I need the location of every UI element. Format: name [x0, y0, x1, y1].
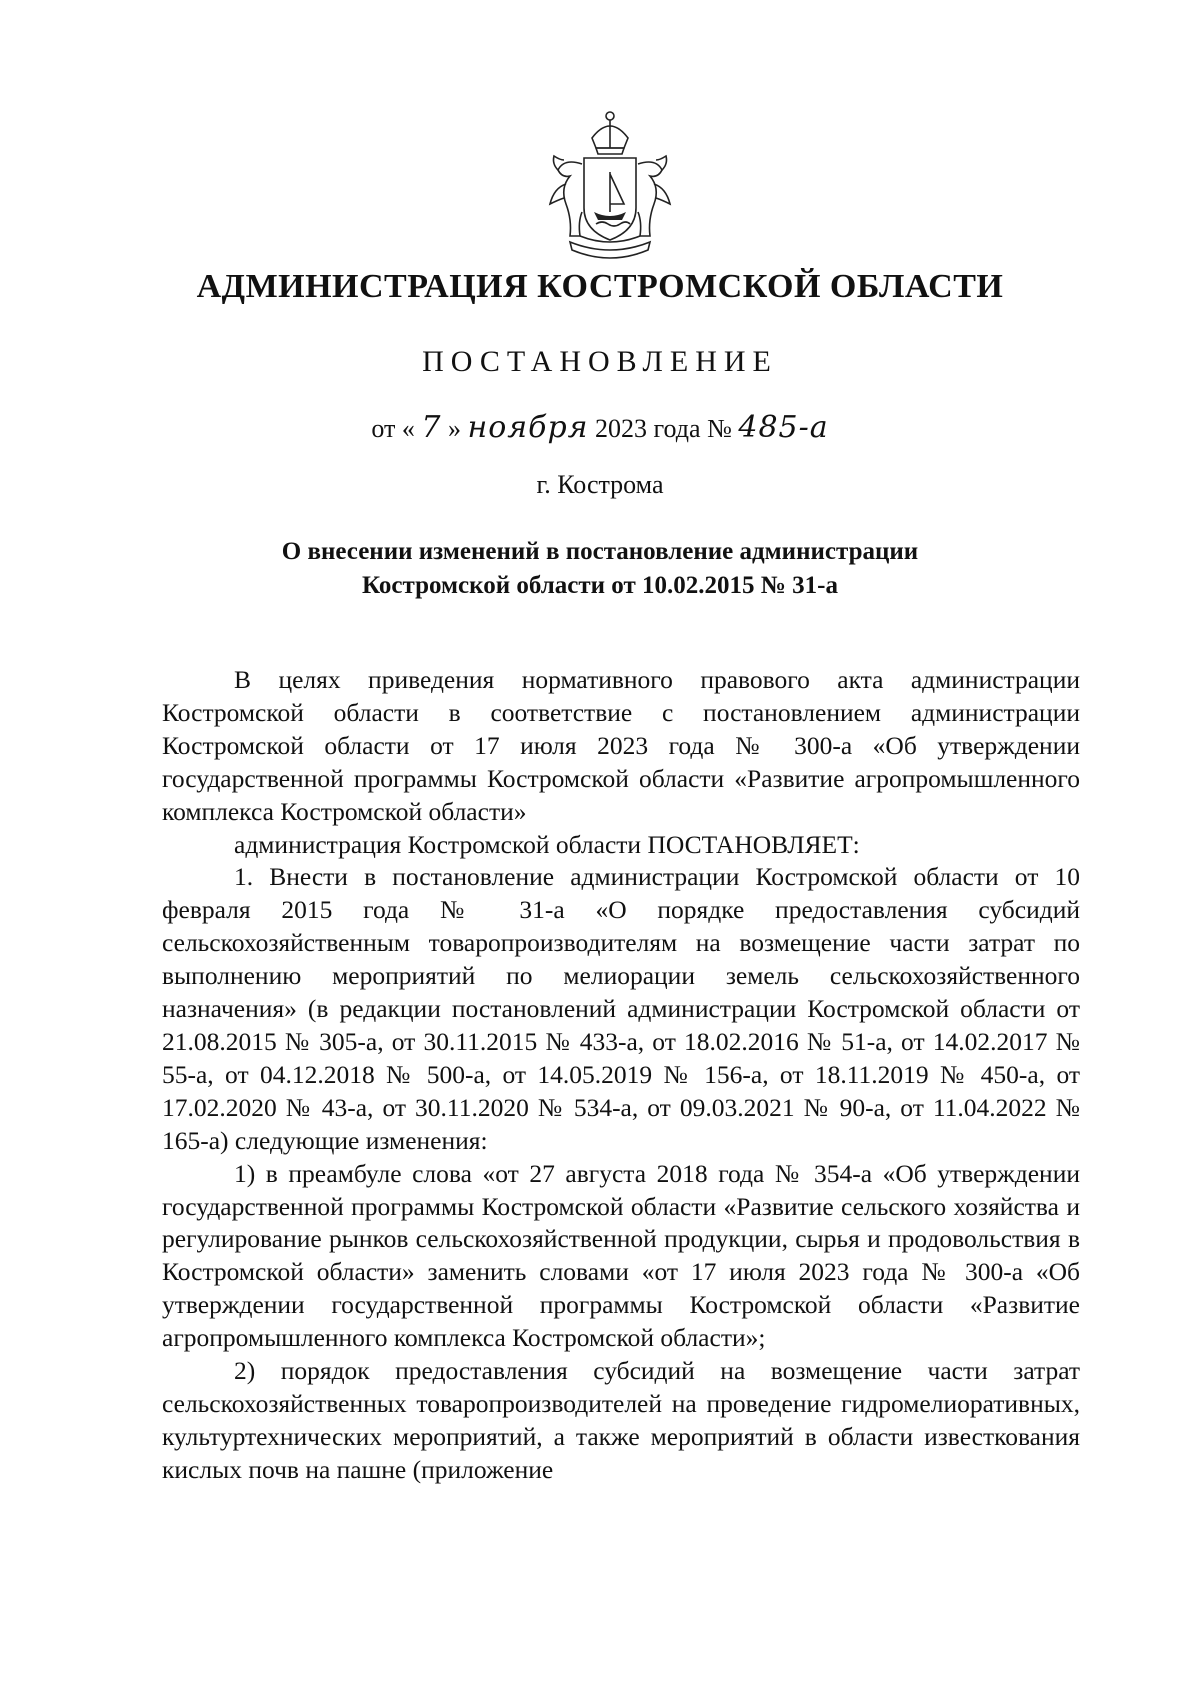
document-type: ПОСТАНОВЛЕНИЕ	[422, 345, 778, 378]
document-body	[162, 664, 1080, 1487]
date-separator: »	[447, 414, 461, 443]
paragraph-preamble: В целях приведения нормативного правового акта администрации Костромской области в соответствие с постановлением администрации Костромской области от 17 июля 2023 года № 300-а «Об утверждении государственной программы Костромской области «Развитие агропромышленного комплекса Костромской области»	[162, 665, 1080, 826]
subject-line-1: О внесении изменений в постановление администрации	[281, 538, 919, 565]
paragraph-subitem-1: 1) в преамбуле слова «от 27 августа 2018 года № 354-а «Об утверждении государственной программы Костромской области «Развитие сельского хозяйства и регулирование рынков сельскохозяйственной продукции, сырья и продовольствия в Костромской области» заменить словами «от 17 июля 2023 года № 300-а «Об утверждении государственной программы Костромской области «Развитие агропромышленного комплекса Костромской области»;	[162, 1158, 1080, 1353]
subject-line-2: Костромской области от 10.02.2015 № 31-а	[362, 572, 838, 599]
paragraph-subitem-2: 2) порядок предоставления субсидий на возмещение части затрат сельскохозяйственных товаропроизводителей на проведение гидромелиоративных, культуртехнических мероприятий, а также мероприятий в области известкования кислых почв на пашне (приложение	[162, 1356, 1080, 1484]
coat-of-arms-icon	[540, 108, 680, 268]
document-number-handwritten: 485-а	[738, 410, 829, 445]
date-day-handwritten: 7	[421, 410, 442, 445]
organization-title: АДМИНИСТРАЦИЯ КОСТРОМСКОЙ ОБЛАСТИ	[196, 268, 1004, 305]
subject-heading	[0, 535, 1200, 603]
date-prefix: от «	[371, 414, 415, 443]
city-line: г. Кострома	[536, 470, 664, 499]
paragraph-item-1: 1. Внести в постановление администрации Костромской области от 10 февраля 2015 года № 31-а «О порядке предоставления субсидий сельскохозяйственным товаропроизводителям на возмещение части затрат по выполнению мероприятий по мелиорации земель сельскохозяйственного назначения» (в редакции постановлений администрации Костромской области от 21.08.2015 № 305-а, от 30.11.2015 № 433-а, от 18.02.2016 № 51-а, от 14.02.2017 № 55-а, от 04.12.2018 № 500-а, от 14.05.2019 № 156-а, от 18.11.2019 № 450-а, от 17.02.2020 № 43-а, от 30.11.2020 № 534-а, от 09.03.2021 № 90-а, от 11.04.2022 № 165-а) следующие изменения:	[162, 862, 1080, 1155]
date-month-handwritten: ноября	[467, 410, 589, 445]
date-line	[0, 410, 1200, 445]
date-year: 2023 года №	[595, 414, 732, 443]
paragraph-resolves: администрация Костромской области ПОСТАНОВЛЯЕТ:	[234, 829, 860, 859]
